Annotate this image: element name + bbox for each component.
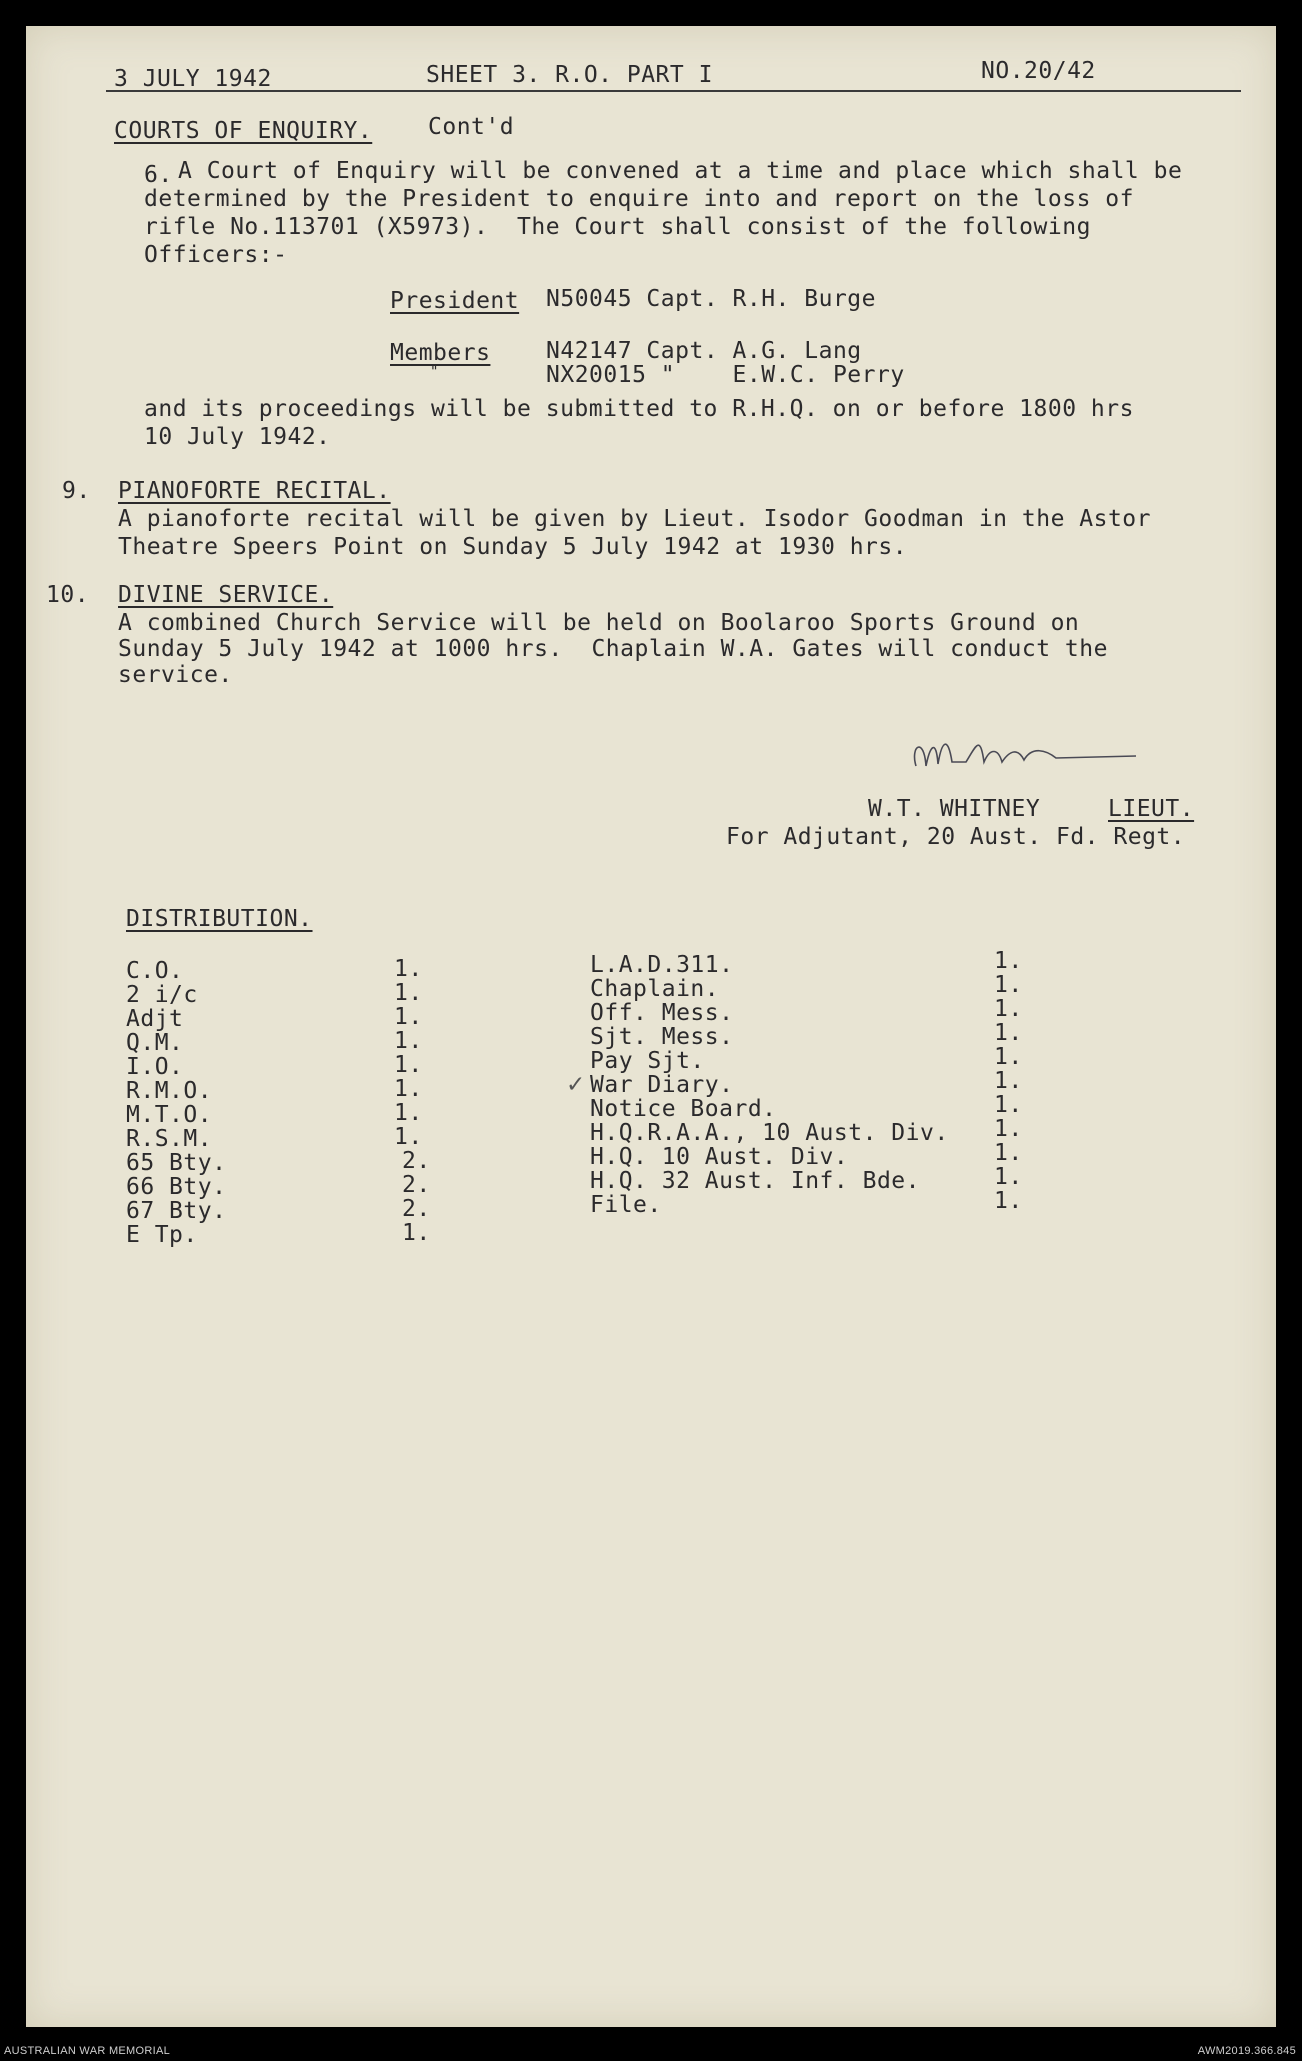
- dist-left-qty: 1.: [394, 1100, 423, 1126]
- signatory-for-line: For Adjutant, 20 Aust. Fd. Regt.: [726, 824, 1186, 850]
- dist-left-item: 67 Bty.: [126, 1198, 227, 1224]
- document-page: [26, 26, 1276, 2027]
- dist-right-item: H.Q.R.A.A., 10 Aust. Div.: [590, 1120, 949, 1146]
- dist-right-item: Chaplain.: [590, 976, 720, 1002]
- dist-left-item: 2 i/c: [126, 982, 198, 1008]
- courts-number: 6.: [144, 162, 173, 188]
- header-rule: [106, 90, 1241, 92]
- dist-right-qty: 1.: [994, 1164, 1023, 1190]
- courts-closing-1: and its proceedings will be submitted to R.H.Q. on or before 1800 hrs: [144, 396, 1134, 422]
- dist-right-qty: 1.: [994, 1116, 1023, 1142]
- dist-left-item: R.M.O.: [126, 1078, 213, 1104]
- dist-left-item: Adjt: [126, 1006, 184, 1032]
- dist-left-qty: 1.: [394, 1028, 423, 1054]
- divine-heading: DIVINE SERVICE.: [118, 582, 334, 608]
- dist-left-item: I.O.: [126, 1054, 184, 1080]
- dist-right-qty: 1.: [994, 1044, 1023, 1070]
- president-label: President: [390, 288, 520, 314]
- dist-right-item: Sjt. Mess.: [590, 1024, 734, 1050]
- recital-line-2: Theatre Speers Point on Sunday 5 July 1942 at 1930 hrs.: [118, 534, 908, 560]
- dist-left-item: M.T.O.: [126, 1102, 213, 1128]
- dist-right-item: File.: [590, 1192, 662, 1218]
- dist-right-qty: 1.: [994, 972, 1023, 998]
- courts-line-3: rifle No.113701 (X5973). The Court shall consist of the following: [144, 214, 1091, 240]
- handwritten-signature: [906, 726, 1196, 786]
- dist-right-item: Off. Mess.: [590, 1000, 734, 1026]
- dist-right-item: Notice Board.: [590, 1096, 777, 1122]
- courts-line-4: Officers:-: [144, 242, 288, 268]
- dist-right-item: War Diary.: [590, 1072, 734, 1098]
- divine-number: 10.: [46, 582, 90, 608]
- header-date: 3 JULY 1942: [114, 66, 272, 92]
- divine-line-3: service.: [118, 662, 233, 688]
- courts-contd: Cont'd: [428, 114, 515, 140]
- dist-right-item: Pay Sjt.: [590, 1048, 705, 1074]
- courts-closing-2: 10 July 1942.: [144, 424, 331, 450]
- war-diary-tick: ✓: [566, 1072, 586, 1098]
- divine-line-2: Sunday 5 July 1942 at 1000 hrs. Chaplain W.A. Gates will conduct the: [118, 636, 1108, 662]
- dist-left-qty: 1.: [402, 1220, 431, 1246]
- dist-right-item: H.Q. 10 Aust. Div.: [590, 1144, 849, 1170]
- courts-heading: COURTS OF ENQUIRY.: [114, 118, 373, 144]
- dist-left-item: 65 Bty.: [126, 1150, 227, 1176]
- dist-left-qty: 1.: [394, 1004, 423, 1030]
- dist-left-qty: 1.: [394, 1076, 423, 1102]
- member-1: N42147 Capt. A.G. Lang: [546, 338, 862, 364]
- dist-right-item: L.A.D.311.: [590, 952, 734, 978]
- dist-left-qty: 2.: [402, 1196, 431, 1222]
- dist-left-qty: 1.: [394, 1052, 423, 1078]
- courts-line-1: A Court of Enquiry will be convened at a time and place which shall be: [178, 158, 1183, 184]
- signatory-rank: LIEUT.: [1108, 796, 1195, 822]
- dist-left-qty: 2.: [402, 1148, 431, 1174]
- dist-left-qty: 1.: [394, 980, 423, 1006]
- dist-left-item: C.O.: [126, 958, 184, 984]
- dist-right-qty: 1.: [994, 1188, 1023, 1214]
- footer-archive-id: AWM2019.366.845: [1197, 2045, 1296, 2057]
- dist-left-item: Q.M.: [126, 1030, 184, 1056]
- dist-left-qty: 2.: [402, 1172, 431, 1198]
- recital-line-1: A pianoforte recital will be given by Lieut. Isodor Goodman in the Astor: [118, 506, 1151, 532]
- header-sheet: SHEET 3. R.O. PART I: [426, 62, 713, 88]
- members-label: Members: [390, 340, 491, 366]
- dist-left-item: 66 Bty.: [126, 1174, 227, 1200]
- dist-right-qty: 1.: [994, 1020, 1023, 1046]
- members-ditto: ": [430, 364, 439, 380]
- dist-left-qty: 1.: [394, 956, 423, 982]
- dist-right-qty: 1.: [994, 948, 1023, 974]
- recital-number: 9.: [62, 478, 91, 504]
- dist-right-qty: 1.: [994, 1068, 1023, 1094]
- dist-right-item: H.Q. 32 Aust. Inf. Bde.: [590, 1168, 920, 1194]
- dist-left-item: E Tp.: [126, 1222, 198, 1248]
- signatory-name: W.T. WHITNEY: [868, 796, 1041, 822]
- member-2: NX20015 " E.W.C. Perry: [546, 362, 905, 388]
- president-value: N50045 Capt. R.H. Burge: [546, 286, 876, 312]
- recital-heading: PIANOFORTE RECITAL.: [118, 478, 391, 504]
- dist-left-item: R.S.M.: [126, 1126, 213, 1152]
- dist-right-qty: 1.: [994, 1140, 1023, 1166]
- header-number: NO.20/42: [981, 58, 1096, 84]
- footer-archive-name: AUSTRALIAN WAR MEMORIAL: [4, 2045, 171, 2057]
- dist-left-qty: 1.: [394, 1124, 423, 1150]
- dist-right-qty: 1.: [994, 1092, 1023, 1118]
- courts-line-2: determined by the President to enquire into and report on the loss of: [144, 186, 1134, 212]
- divine-line-1: A combined Church Service will be held on Boolaroo Sports Ground on: [118, 610, 1080, 636]
- distribution-heading: DISTRIBUTION.: [126, 906, 313, 932]
- dist-right-qty: 1.: [994, 996, 1023, 1022]
